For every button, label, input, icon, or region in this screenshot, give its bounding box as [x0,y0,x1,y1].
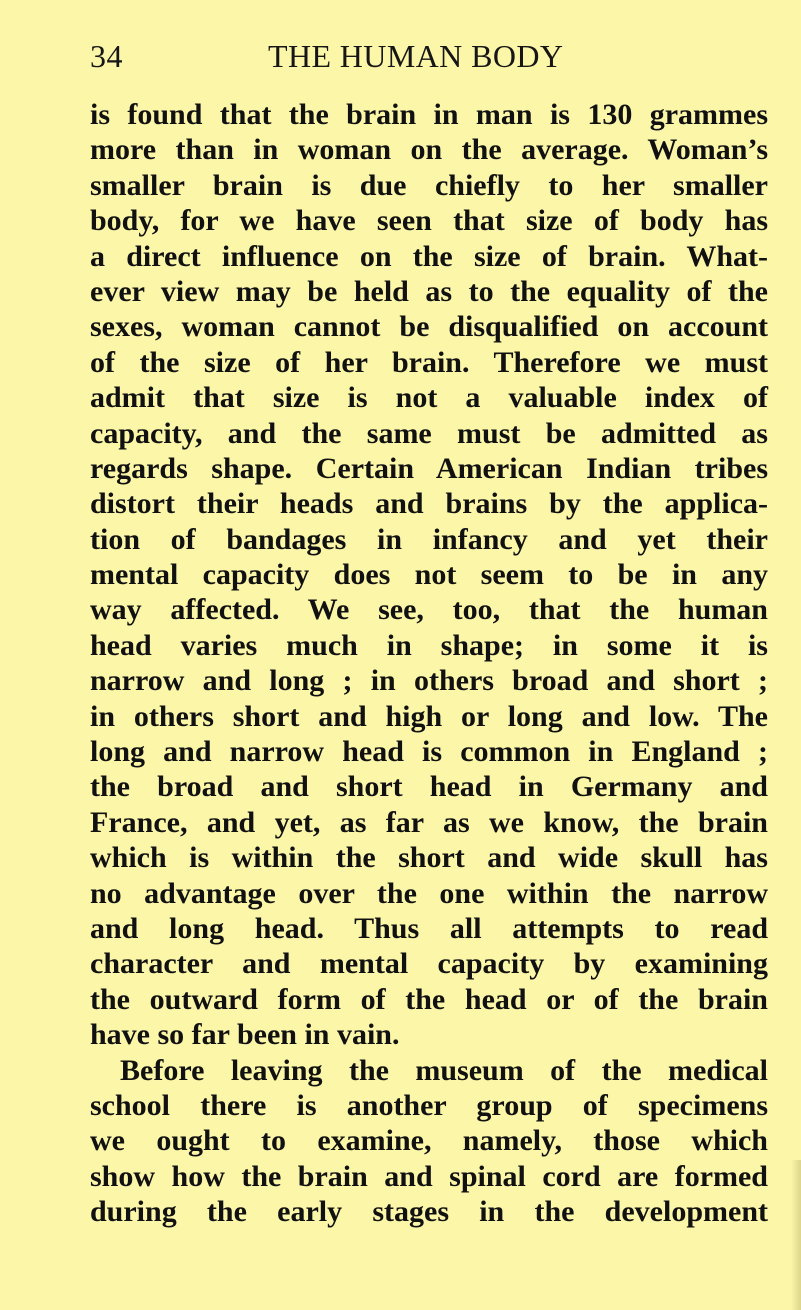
text-line: we ought to examine, namely, those which [90,1124,768,1158]
text-line: in others short and high or long and low. The [90,699,768,733]
text-line: admit that size is not a valuable index of [90,381,768,415]
text-line: distort their heads and brains by the applica- [90,487,768,521]
page-header [90,38,730,82]
text-line: capacity, and the same must be admitted as [90,416,768,450]
text-line: France, and yet, as far as we know, the brain [90,805,768,839]
text-line: the outward form of the head or of the brain [90,982,768,1016]
running-head: THE HUMAN BODY [268,38,564,74]
text-line-paragraph-start: Before leaving the museum of the medical [120,1053,768,1087]
text-line: sexes, woman cannot be disqualified on account [90,310,768,344]
text-line: mental capacity does not seem to be in any [90,558,768,592]
text-line: head varies much in shape; in some it is [90,628,768,662]
text-line: no advantage over the one within the narrow [90,876,768,910]
text-line: during the early stages in the development [90,1195,768,1229]
text-line: tion of bandages in infancy and yet their [90,522,768,556]
text-line: the broad and short head in Germany and [90,770,768,804]
text-line: character and mental capacity by examining [90,947,768,981]
text-line: which is within the short and wide skull has [90,841,768,875]
text-line: way affected. We see, too, that the human [90,593,768,627]
text-line: ever view may be held as to the equality of the [90,274,768,308]
body-text [90,97,768,1230]
text-line: and long head. Thus all attempts to read [90,911,768,945]
text-line: more than in woman on the average. Woman’s [90,133,768,167]
text-line: narrow and long ; in others broad and short ; [90,664,768,698]
text-line: school there is another group of specimens [90,1088,768,1122]
text-line: smaller brain is due chiefly to her smaller [90,168,768,202]
text-line: of the size of her brain. Therefore we must [90,345,768,379]
text-line: is found that the brain in man is 130 grammes [90,98,768,131]
text-line-paragraph-end: have so far been in vain. [90,1018,400,1052]
text-line: body, for we have seen that size of body has [90,204,768,238]
page-edge-shadow [791,1160,801,1310]
page-number: 34 [90,38,123,74]
text-line: regards shape. Certain American Indian tribes [90,451,768,485]
text-line: show how the brain and spinal cord are formed [90,1159,768,1193]
text-line: long and narrow head is common in England ; [90,735,768,769]
text-line: a direct influence on the size of brain. What- [90,239,768,273]
